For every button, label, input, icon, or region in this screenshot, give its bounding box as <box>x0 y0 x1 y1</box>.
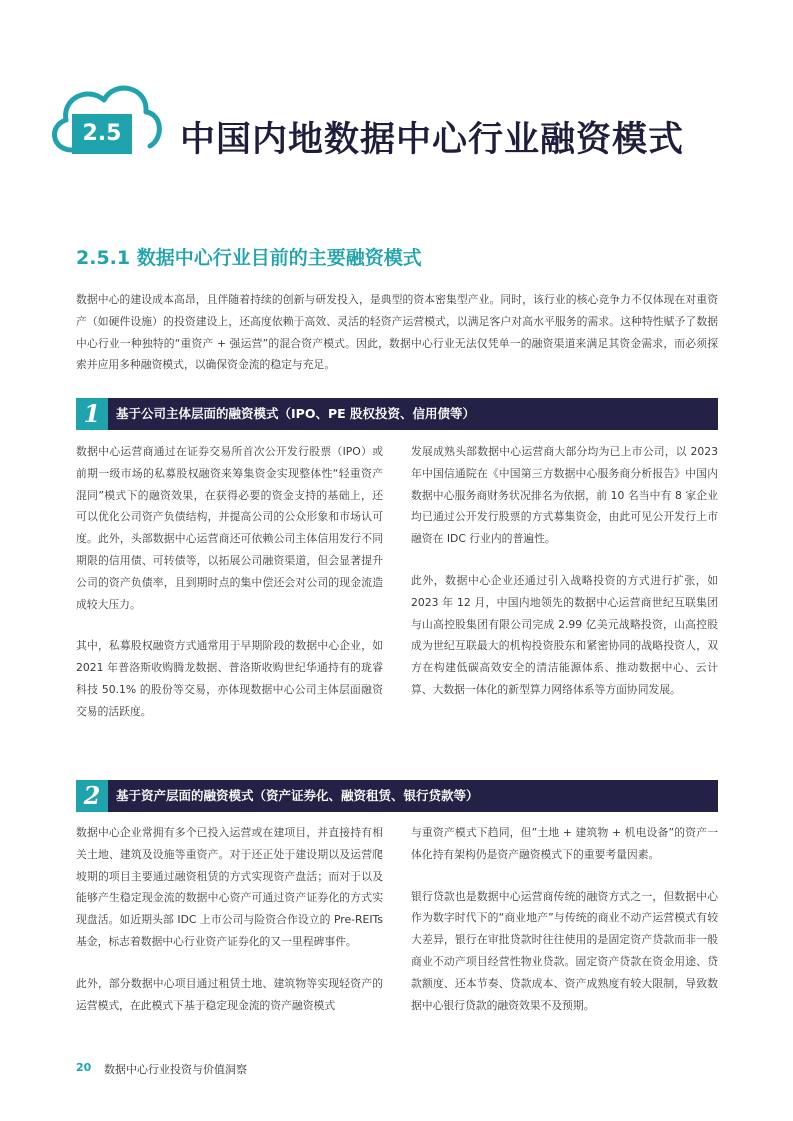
intro-paragraph: 数据中心的建设成本高昂，且伴随着持续的创新与研发投入，是典型的资本密集型产业。同时，该行业的核心竞争力不仅体现在对重资产（如硬件设施）的投资建设上，还高度依赖于高效、灵活的轻资产运营模式，以满足客户对高水平服务的需求。这种特性赋予了数据中心行业一种独特的“重资产 + 强运营”的混合资产模式。因此，数据中心行业无法仅凭单一的融资渠道来满足其资金需求，而必须探索并应用多种融资模式，以确保资金流的稳定与充足。 <box>76 293 718 372</box>
section-1-title: 基于公司主体层面的融资模式（IPO、PE 股权投资、信用债等） <box>116 406 475 421</box>
paragraph: 发展成熟头部数据中心运营商大部分均为已上市公司，以 2023 年中国信通院在《中国第三方数据中心服务商分析报告》中国内数据中心服务商财务状况排名为依据，前 10 名当中有 8 家企业均已通过公开发行股票的方式募集资金，由此可见公开发行上市融资在 IDC 行业内的普遍性。 <box>411 445 718 546</box>
section-2-left-column <box>76 822 383 1036</box>
paragraph: 银行贷款也是数据中心运营商传统的融资方式之一，但数据中心作为数字时代下的“商业地产”与传统的商业不动产运营模式有较大差异，银行在审批贷款时往往使用的是固定资产贷款而非一般商业不动产项目经营性物业贷款。固定资产贷款在资金用途、贷款额度、还本节奏、贷款成本、资产成熟度有较大限制，导致数据中心银行贷款的融资效果不及预期。 <box>411 889 718 1012</box>
chapter-number-badge: 2.5 <box>72 114 132 154</box>
section-2-right-column <box>411 822 718 1036</box>
section-1-left-column <box>76 441 383 743</box>
subsection-title: 2.5.1 数据中心行业目前的主要融资模式 <box>76 247 422 269</box>
section-2-number: 2 <box>76 780 108 812</box>
section-1-right-column <box>411 441 718 721</box>
paragraph: 此外，部分数据中心项目通过租赁土地、建筑物等实现轻资产的运营模式，在此模式下基于稳定现金流的资产融资模式 <box>76 976 383 1012</box>
publication-title: 数据中心行业投资与价值洞察 <box>104 1063 247 1076</box>
paragraph: 其中，私募股权融资方式通常用于早期阶段的数据中心企业，如 2021 年普洛斯收购腾龙数据、普洛斯收购世纪华通持有的珑睿科技 50.1% 的股份等交易，亦体现数据中心公司主体层面融资交易的活跃度。 <box>76 639 383 718</box>
paragraph: 与重资产模式下趋同，但”土地 + 建筑物 + 机电设备”的资产一体化持有架构仍是资产融资模式下的重要考量因素。 <box>411 826 718 861</box>
section-1-number: 1 <box>76 398 108 430</box>
paragraph: 此外，数据中心企业还通过引入战略投资的方式进行扩张，如 2023 年 12 月，中国内地领先的数据中心运营商世纪互联集团与山高控股集团有限公司完成 2.99 亿美元战略投资，山高控股成为世纪互联最大的机构投资股东和紧密协同的战略投资人，双方在构建低碳高效安全的清洁能源体系、推动数据中心、云计算、大数据一体化的新型算力网络体系等方面协同发展。 <box>411 573 718 696</box>
section-1-banner <box>76 398 718 430</box>
paragraph: 数据中心企业常拥有多个已投入运营或在建项目，并直接持有相关土地、建筑及设施等重资产。对于还正处于建设期以及运营爬坡期的项目主要通过融资租赁的方式实现资产盘活；而对于以及能够产生稳定现金流的数据中心资产可通过资产证券化的方式实现盘活。如近期头部 IDC 上市公司与险资合作设立的 Pre-REITs 基金，标志着数据中心行业资产证券化的又一里程碑事件。 <box>76 826 383 948</box>
paragraph: 数据中心运营商通过在证券交易所首次公开发行股票（IPO）或前期一级市场的私募股权融资来筹集资金实现整体性“轻重资产混同”模式下的融资效果，在获得必要的资金支持的基础上，还可以优化公司资产负债结构，并提高公司的公众形象和市场认可度。此外，头部数据中心运营商还可依赖公司主体信用发行不同期限的信用债、可转债等，以拓展公司融资渠道，但会显著提升公司的资产负债率，且到期时点的集中偿还会对公司的现金流造成较大压力。 <box>76 445 383 611</box>
section-2-banner <box>76 780 718 812</box>
section-2-title: 基于资产层面的融资模式（资产证券化、融资租赁、银行贷款等） <box>116 788 479 803</box>
page-number: 20 <box>76 1061 92 1074</box>
chapter-title: 中国内地数据中心行业融资模式 <box>180 120 685 160</box>
